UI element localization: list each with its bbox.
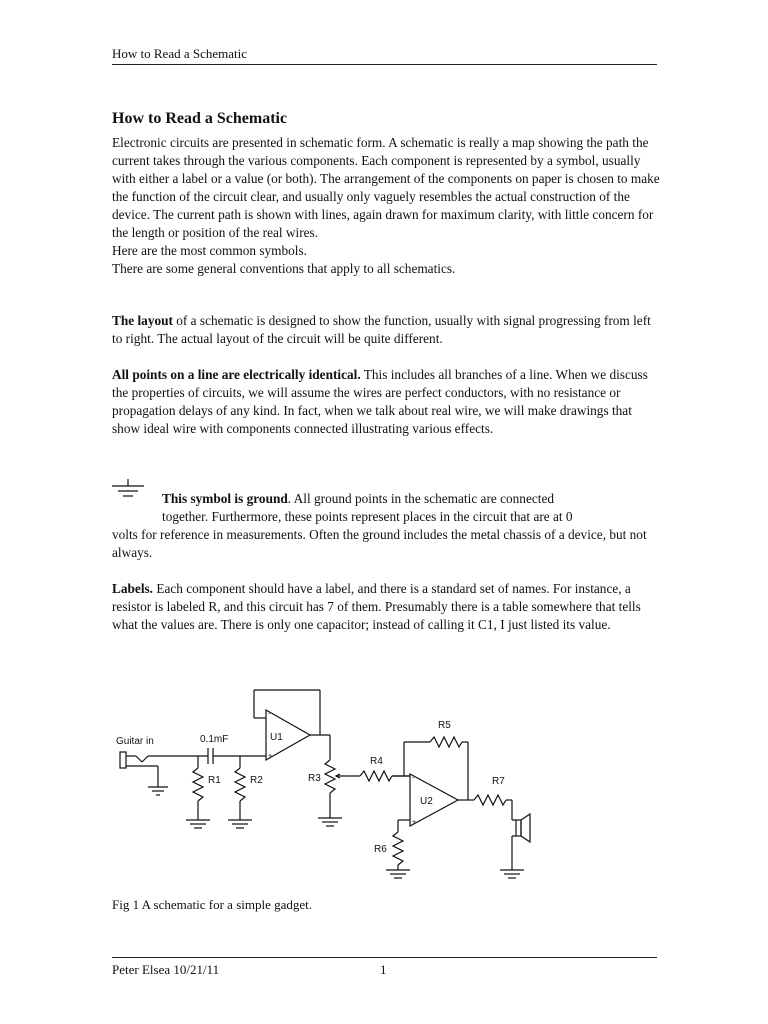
layout-paragraph <box>112 312 660 348</box>
u2-plus-label: + <box>412 819 417 826</box>
layout-lead: The layout <box>112 313 173 328</box>
u2-minus-label: - <box>412 775 415 782</box>
resistor-r2-icon <box>228 756 252 828</box>
symbols-line: Here are the most common symbols. <box>112 243 307 258</box>
page-number: 1 <box>380 962 387 977</box>
r6-label: R6 <box>374 844 387 855</box>
r3-label: R3 <box>308 773 321 784</box>
u1-plus-label: + <box>268 753 273 760</box>
layout-text: of a schematic is designed to show the function, usually with signal progressing from left to right. The actual layout of the circuit will be quite different. <box>112 313 651 346</box>
ground-line2: together. Furthermore, these points represent places in the circuit that are at 0 <box>162 509 573 524</box>
input-label: Guitar in <box>116 736 154 747</box>
points-text: This includes all branches of a line. When we discuss the properties of circuits, we will assume the wires are perfect conductors, with no resistance or propagation delays of any kind. In fact, when we talk about real wire, we will make drawings that show ideal wire with components connected illustrating various effects. <box>112 367 648 436</box>
resistor-r7-icon <box>474 795 512 820</box>
r5-label: R5 <box>438 720 451 731</box>
capacitor-label: 0.1mF <box>200 734 229 745</box>
r4-label: R4 <box>370 756 383 767</box>
u1-label: U1 <box>270 732 283 743</box>
schematic-diagram <box>112 682 552 887</box>
opamp-u1-icon <box>254 690 330 760</box>
r2-label: R2 <box>250 775 263 786</box>
running-header: How to Read a Schematic <box>112 46 657 65</box>
intro-paragraph <box>112 134 660 278</box>
r7-label: R7 <box>492 776 505 787</box>
capacitor-icon <box>208 748 266 764</box>
ground-rest: volts for reference in measurements. Often the ground includes the metal chassis of a device, but not always. <box>112 527 647 560</box>
conventions-line: There are some general conventions that apply to all schematics. <box>112 261 456 276</box>
opamp-u2-icon <box>386 737 474 878</box>
labels-text: Each component should have a label, and there is a standard set of names. For instance, a resistor is labeled R, and this circuit has 7 of them. Presumably there is a table somewhere that tells what the values are. There is only one capacitor; instead of calling it C1, I just listed its value. <box>112 581 641 632</box>
labels-lead: Labels. <box>112 581 154 596</box>
resistor-r1-icon <box>186 756 210 828</box>
intro-text: Electronic circuits are presented in schematic form. A schematic is really a map showing the path the current takes through the various components. Each component is represented by a symbol, usually with either a label or a value (or both). The arrangement of the components on paper is chosen to make the function of the circuit clear, and usually only vaguely resembles the actual construction of the device. The current path is shown with lines, again drawn for maximum clarity, with little concern for the length or position of the real wires. <box>112 135 660 240</box>
u2-label: U2 <box>420 796 433 807</box>
r1-label: R1 <box>208 775 221 786</box>
labels-paragraph <box>112 580 660 634</box>
figure-caption: Fig 1 A schematic for a simple gadget. <box>112 897 313 912</box>
ground-line1: . All ground points in the schematic are connected <box>287 491 554 506</box>
page-footer <box>112 957 657 978</box>
document-title: How to Read a Schematic <box>112 110 288 127</box>
footer-author-date: Peter Elsea 10/21/11 <box>112 962 220 977</box>
points-paragraph <box>112 366 660 438</box>
potentiometer-r3-icon <box>318 760 360 826</box>
ground-lead: This symbol is ground <box>162 491 288 506</box>
points-lead: All points on a line are electrically identical. <box>112 367 361 382</box>
speaker-icon <box>500 814 530 878</box>
u1-minus-label: - <box>268 711 271 718</box>
ground-paragraph <box>112 490 660 562</box>
